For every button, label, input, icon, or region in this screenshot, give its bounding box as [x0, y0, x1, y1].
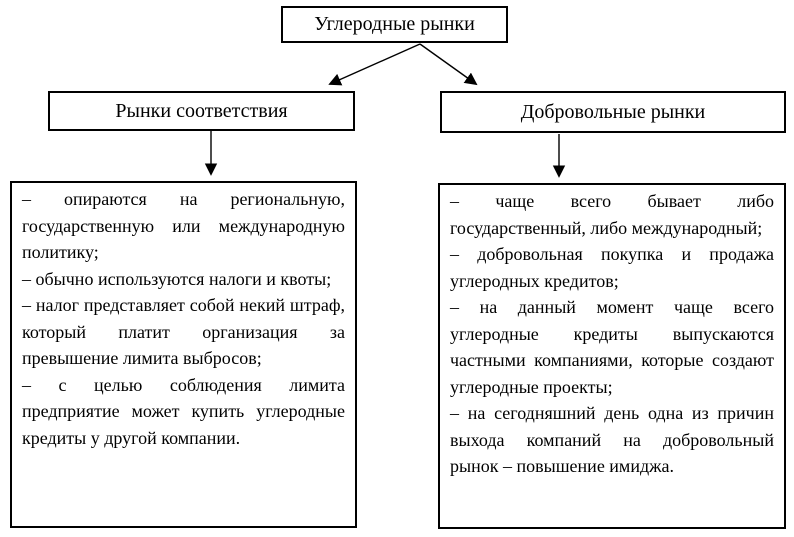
- root-node: [281, 6, 508, 43]
- detail-point: – с целью соблюдения лимита предприятие может купить углеродные кредиты у другой компании.: [22, 374, 345, 448]
- detail-point: – на данный момент чаще всего углеродные кредиты выпускаются частными компаниями, которые создают углеродные проекты;: [450, 297, 774, 397]
- voluntary-details-box: [438, 183, 786, 529]
- detail-point: – чаще всего бывает либо государственный, либо международный;: [450, 191, 774, 238]
- arrow-root-to-voluntary: [420, 44, 476, 84]
- detail-point: – опираются на региональную, государственную или международную политику;: [22, 189, 345, 262]
- voluntary-markets-node: [440, 91, 786, 133]
- detail-point: – на сегодняшний день одна из причин выхода компаний на добровольный рынок – повышение имиджа.: [450, 403, 774, 476]
- compliance-details-box: [10, 181, 357, 528]
- compliance-markets-node: [48, 91, 355, 131]
- arrow-root-to-compliance: [330, 44, 420, 84]
- detail-point: – налог представляет собой некий штраф, который платит организация за превышение лимита выбросов;: [22, 295, 345, 368]
- voluntary-markets-label: Добровольные рынки: [520, 100, 706, 123]
- detail-point: – добровольная покупка и продажа углеродных кредитов;: [450, 244, 774, 291]
- root-node-label: Углеродные рынки: [314, 13, 475, 35]
- compliance-markets-label: Рынки соответствия: [115, 99, 288, 122]
- detail-point: – обычно используются налоги и квоты;: [22, 268, 332, 289]
